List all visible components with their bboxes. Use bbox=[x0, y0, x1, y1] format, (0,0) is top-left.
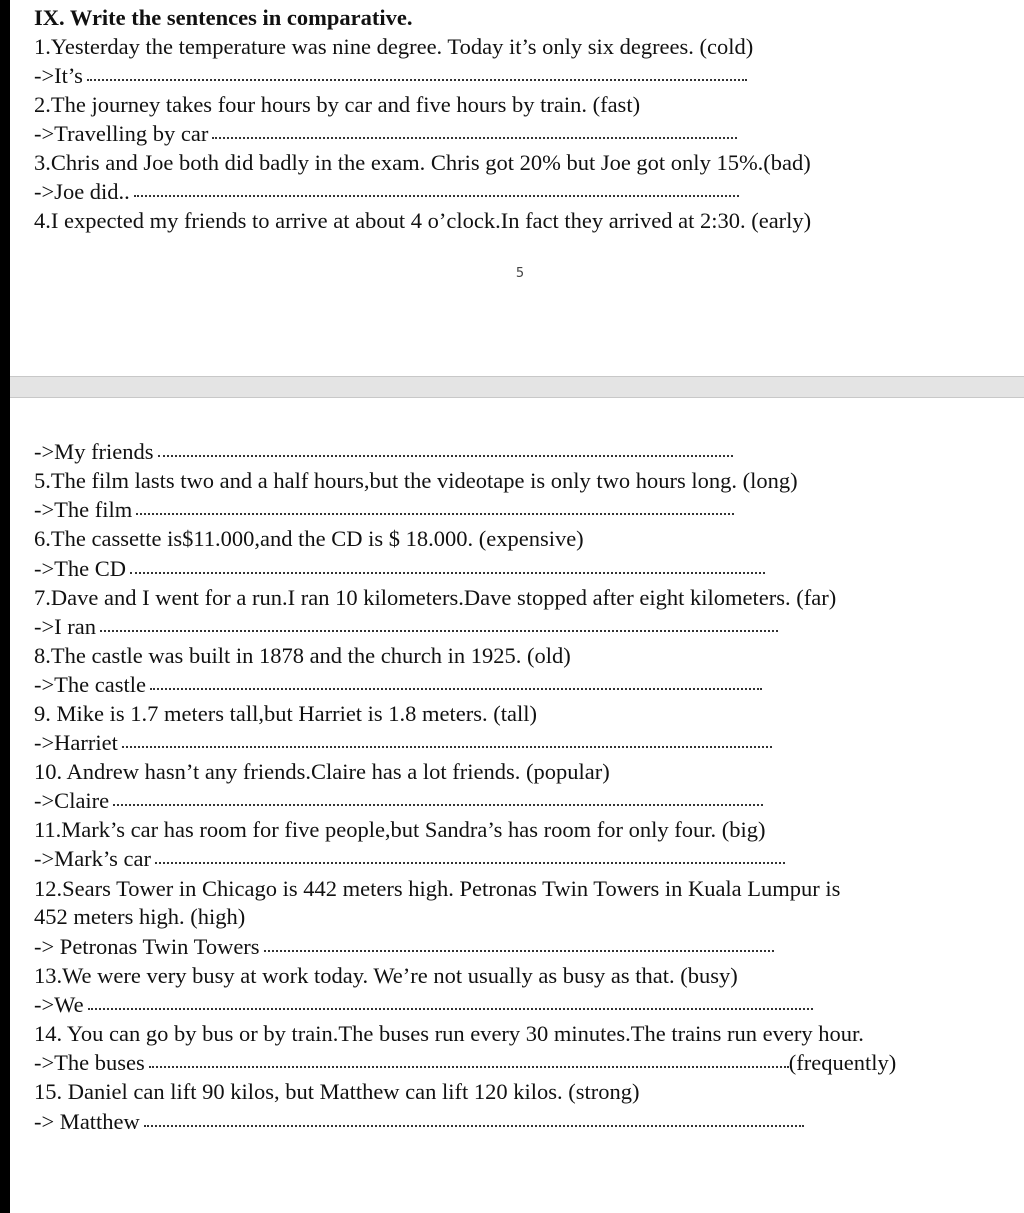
answer-prompt-2: ->Travelling by car bbox=[34, 121, 209, 146]
answer-line-10 bbox=[34, 787, 763, 815]
answer-blank-6 bbox=[130, 569, 765, 574]
answer-line-13 bbox=[34, 991, 813, 1019]
document-page-1 bbox=[10, 0, 1024, 376]
answer-prompt-3: ->Joe did.. bbox=[34, 179, 130, 204]
answer-line-7 bbox=[34, 613, 778, 641]
question-15: 15. Daniel can lift 90 kilos, but Matthew can lift 120 kilos. (strong) bbox=[34, 1079, 640, 1104]
answer-blank-8 bbox=[150, 685, 762, 690]
question-6: 6.The cassette is$11.000,and the CD is $ 18.000. (expensive) bbox=[34, 526, 584, 551]
document-page-2 bbox=[10, 398, 1024, 1213]
answer-prompt-9: ->Harriet bbox=[34, 730, 118, 755]
answer-line-15 bbox=[34, 1108, 804, 1136]
answer-prompt-13: ->We bbox=[34, 992, 84, 1017]
answer-prompt-12: -> Petronas Twin Towers bbox=[34, 934, 260, 959]
answer-blank-9 bbox=[122, 743, 772, 748]
answer-line-2 bbox=[34, 120, 737, 148]
answer-prompt-15: -> Matthew bbox=[34, 1109, 140, 1134]
answer-line-3 bbox=[34, 178, 739, 206]
answer-prompt-5: ->The film bbox=[34, 497, 133, 522]
answer-prompt-11: ->Mark’s car bbox=[34, 846, 152, 871]
answer-prompt-7: ->I ran bbox=[34, 614, 97, 639]
answer-prompt-6: ->The CD bbox=[34, 556, 127, 581]
question-8: 8.The castle was built in 1878 and the church in 1925. (old) bbox=[34, 643, 571, 668]
answer-line-4 bbox=[34, 438, 733, 466]
question-12-line-2: 452 meters high. (high) bbox=[34, 904, 246, 929]
answer-prompt-10: ->Claire bbox=[34, 788, 110, 813]
question-3: 3.Chris and Joe both did badly in the exam. Chris got 20% but Joe got only 15%.(bad) bbox=[34, 150, 811, 175]
answer-blank-4 bbox=[158, 452, 733, 457]
question-12-line-1: 12.Sears Tower in Chicago is 442 meters high. Petronas Twin Towers in Kuala Lumpur is bbox=[34, 876, 841, 901]
answer-prompt-1: ->It’s bbox=[34, 63, 83, 88]
question-9: 9. Mike is 1.7 meters tall,but Harriet is 1.8 meters. (tall) bbox=[34, 701, 538, 726]
answer-line-12 bbox=[34, 933, 774, 961]
answer-blank-3 bbox=[134, 192, 739, 197]
answer-line-9 bbox=[34, 729, 772, 757]
answer-suffix-14: (frequently) bbox=[788, 1050, 897, 1075]
exercise-title: IX. Write the sentences in comparative. bbox=[34, 5, 413, 30]
answer-line-11 bbox=[34, 845, 785, 873]
question-10: 10. Andrew hasn’t any friends.Claire has a lot friends. (popular) bbox=[34, 759, 610, 784]
answer-line-14 bbox=[34, 1049, 896, 1077]
answer-blank-15 bbox=[144, 1122, 804, 1127]
answer-blank-10 bbox=[113, 801, 763, 806]
answer-line-6 bbox=[34, 555, 765, 583]
question-7: 7.Dave and I went for a run.I ran 10 kilometers.Dave stopped after eight kilometers. (far) bbox=[34, 585, 837, 610]
answer-prompt-4: ->My friends bbox=[34, 439, 154, 464]
answer-blank-7 bbox=[100, 627, 778, 632]
question-13: 13.We were very busy at work today. We’re not usually as busy as that. (busy) bbox=[34, 963, 738, 988]
answer-line-1 bbox=[34, 62, 747, 90]
question-2: 2.The journey takes four hours by car and five hours by train. (fast) bbox=[34, 92, 641, 117]
question-11: 11.Mark’s car has room for five people,but Sandra’s has room for only four. (big) bbox=[34, 817, 766, 842]
answer-line-8 bbox=[34, 671, 762, 699]
answer-blank-1 bbox=[87, 76, 747, 81]
answer-blank-14 bbox=[149, 1063, 789, 1068]
left-dark-edge bbox=[0, 0, 10, 1213]
answer-blank-12 bbox=[264, 947, 774, 952]
question-1: 1.Yesterday the temperature was nine degree. Today it’s only six degrees. (cold) bbox=[34, 34, 754, 59]
answer-prompt-14: ->The buses bbox=[34, 1050, 145, 1075]
question-5: 5.The film lasts two and a half hours,but the videotape is only two hours long. (long) bbox=[34, 468, 798, 493]
question-4: 4.I expected my friends to arrive at about 4 o’clock.In fact they arrived at 2:30. (early) bbox=[34, 208, 812, 233]
answer-blank-5 bbox=[136, 510, 734, 515]
question-14: 14. You can go by bus or by train.The buses run every 30 minutes.The trains run every hour. bbox=[34, 1021, 864, 1046]
answer-blank-11 bbox=[155, 859, 785, 864]
answer-prompt-8: ->The castle bbox=[34, 672, 147, 697]
page-number: 5 bbox=[515, 266, 525, 281]
answer-blank-2 bbox=[212, 134, 737, 139]
answer-blank-13 bbox=[88, 1005, 813, 1010]
page-break bbox=[10, 376, 1024, 398]
answer-line-5 bbox=[34, 496, 734, 524]
